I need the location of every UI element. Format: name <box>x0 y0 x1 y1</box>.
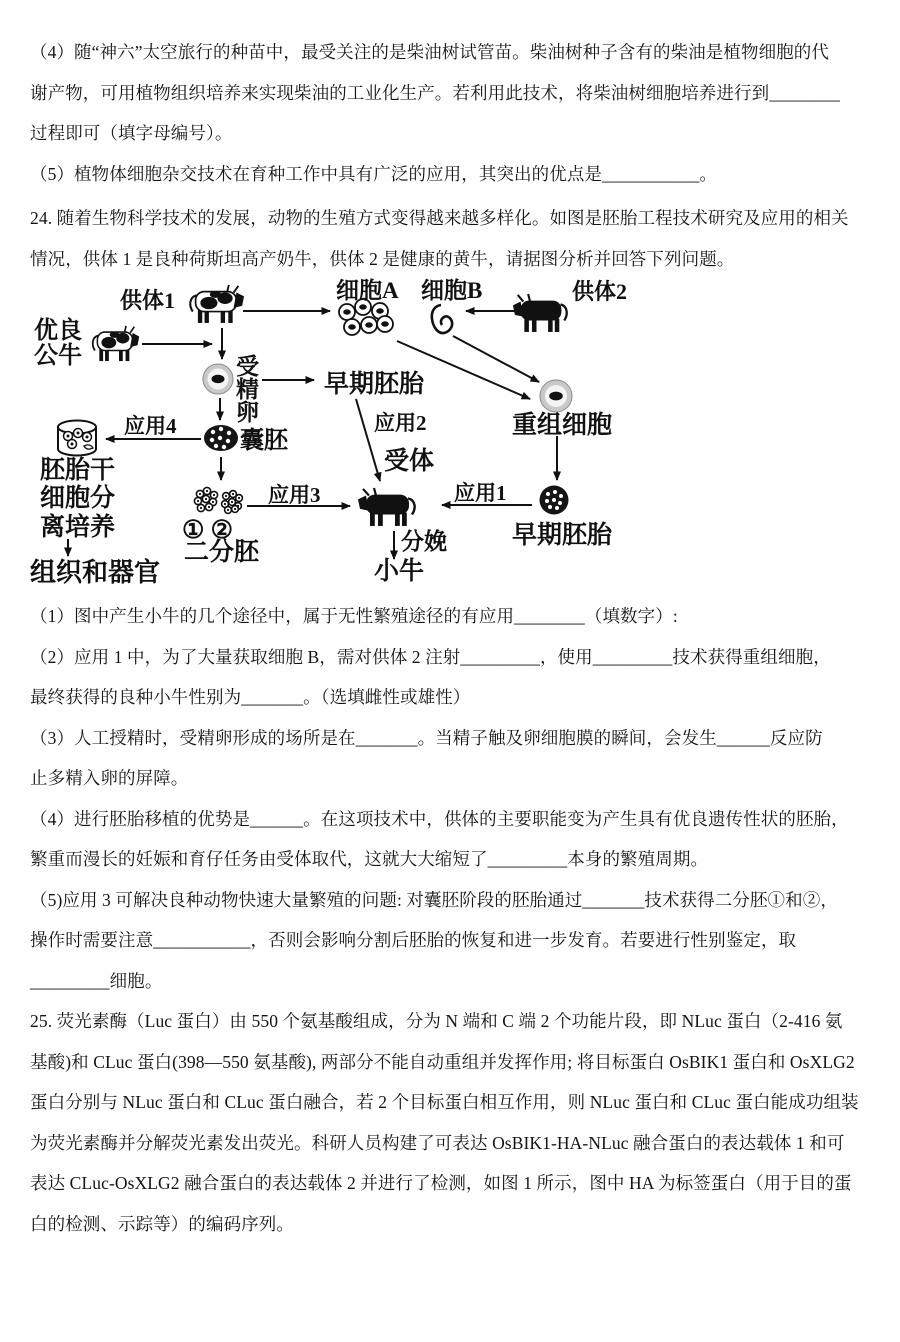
text-line: _________细胞。 <box>30 970 163 991</box>
question-25 <box>30 1001 892 1244</box>
label-calf: 小牛 <box>374 558 425 585</box>
donor1-holstein-cow-icon <box>190 285 244 323</box>
label-application-2: 应用2 <box>374 411 427 435</box>
text-line: 过程即可（填字母编号）。 <box>30 123 233 143</box>
question-24-subquestions <box>30 596 892 1001</box>
text-line: 谢产物，可用植物组织培养来实现柴油的工业化生产。若利用此技术，将柴油树细胞培养进行到________ <box>30 82 840 103</box>
label-recipient: 受体 <box>384 448 435 475</box>
split-embryo-icons <box>194 487 242 513</box>
recipient-cow-icon <box>358 488 415 526</box>
text-line: 蛋白分别与 NLuc 蛋白和 CLuc 蛋白融合，若 2 个目标蛋白相互作用，则 NLuc 蛋白和 CLuc 蛋白能成功组装 <box>30 1092 859 1112</box>
text-line: （5)应用 3 可解决良种动物快速大量繁殖的问题: 对囊胚阶段的胚胎通过_______技术获得二分胚①和②， <box>30 889 838 910</box>
elite-bull-cow-icon <box>93 326 139 361</box>
label-stem-cell-line-1: 胚胎干 <box>40 457 116 484</box>
early-embryo-icon <box>540 486 569 515</box>
donor2-black-cow-icon <box>513 294 567 332</box>
blastocyst-icon <box>204 425 238 451</box>
label-application-3: 应用3 <box>268 483 321 507</box>
text-line: 最终获得的良种小牛性别为_______。（选填雌性或雄性） <box>30 687 471 707</box>
text-line: 25. 荧光素酶（Luc 蛋白）由 550 个氨基酸组成，分为 N 端和 C 端 2 个功能片段，即 NLuc 蛋白（2-416 氨 <box>30 1011 843 1031</box>
text-line: （3）人工授精时，受精卵形成的场所是在_______。当精子触及卵细胞膜的瞬间，会发生______反应防 <box>30 727 823 748</box>
label-embryo-numbers: ① ② <box>182 517 234 544</box>
text-line: 操作时需要注意___________，否则会影响分割后胚胎的恢复和进一步发育。若要进行性别鉴定，取 <box>30 930 797 950</box>
cell-a-cluster-icon <box>339 299 393 335</box>
label-early-embryo-right: 早期胚胎 <box>512 522 613 549</box>
text-line: （2）应用 1 中，为了大量获取细胞 B，需对供体 2 注射_________，使用_________技术获得重组细胞， <box>30 646 831 667</box>
stem-cell-culture-icon <box>58 421 96 456</box>
label-recombinant-cell: 重组细胞 <box>512 412 613 439</box>
label-fertilized-egg-3: 卵 <box>236 400 259 425</box>
label-fertilized-egg-1: 受 <box>236 354 259 379</box>
label-blastocyst: 囊胚 <box>240 428 288 454</box>
label-application-1: 应用1 <box>454 481 507 505</box>
label-elite-bull-1: 优良 <box>34 318 82 344</box>
text-line: （4）随“神六”太空旅行的种苗中，最受关注的是柴油树试管苗。柴油树种子含有的柴油是植物细胞的代 <box>30 42 829 62</box>
text-line: 表达 CLuc-OsXLG2 融合蛋白的表达载体 2 并进行了检测，如图 1 所示，图中 HA 为标签蛋白（用于目的蛋 <box>30 1173 852 1193</box>
fertilized-egg-icon <box>203 364 233 394</box>
label-cell-a: 细胞A <box>336 278 399 303</box>
label-elite-bull-2: 公牛 <box>34 343 82 369</box>
cell-b-ear-icon <box>432 305 452 333</box>
question-24-intro-line: 情况，供体 1 是良种荷斯坦高产奶牛，供体 2 是健康的黄牛，请据图分析并回答下列问题。 <box>30 248 735 269</box>
text-line: （4）进行胚胎移植的优势是______。在这项技术中，供体的主要职能变为产生具有优良遗传性状的胚胎， <box>30 808 849 829</box>
label-cell-b: 细胞B <box>421 278 483 303</box>
label-donor1: 供体1 <box>120 288 176 313</box>
label-stem-cell-line-2: 细胞分 <box>40 485 116 512</box>
label-birth: 分娩 <box>401 529 447 554</box>
label-application-4: 应用4 <box>124 414 177 438</box>
embryo-engineering-diagram <box>0 278 900 596</box>
question-23-tail-and-24-intro <box>30 32 892 279</box>
text-line: 止多精入卵的屏障。 <box>30 768 189 788</box>
text-line: 繁重而漫长的妊娠和育仔任务由受体取代，这就大大缩短了_________本身的繁殖周期。 <box>30 849 709 869</box>
text-line: （1）图中产生小牛的几个途径中，属于无性繁殖途径的有应用________（填数字）: <box>30 606 678 626</box>
text-line: （5）植物体细胞杂交技术在育种工作中具有广泛的应用，其突出的优点是___________。 <box>30 163 717 184</box>
label-stem-cell-line-3: 离培养 <box>40 514 116 541</box>
text-line: 基酸)和 CLuc 蛋白(398—550 氨基酸), 两部分不能自动重组并发挥作用; 将目标蛋白 OsBIK1 蛋白和 OsXLG2 <box>30 1051 855 1072</box>
recombinant-cell-icon <box>540 380 572 412</box>
label-donor2: 供体2 <box>572 279 628 304</box>
label-bisected-embryo: 二分胚 <box>184 539 260 566</box>
label-fertilized-egg-2: 精 <box>236 377 259 402</box>
text-line: 白的检测、示踪等）的编码序列。 <box>30 1213 294 1234</box>
label-early-embryo-top: 早期胚胎 <box>324 371 425 398</box>
text-line: 为荧光素酶并分解荧光素发出荧光。科研人员构建了可表达 OsBIK1-HA-NLuc 融合蛋白的表达载体 1 和可 <box>30 1132 845 1153</box>
label-tissues-organs: 组织和器官 <box>30 558 161 587</box>
question-24-intro-line: 24. 随着生物科学技术的发展，动物的生殖方式变得越来越多样化。如图是胚胎工程技术研究及应用的相关 <box>30 208 849 228</box>
